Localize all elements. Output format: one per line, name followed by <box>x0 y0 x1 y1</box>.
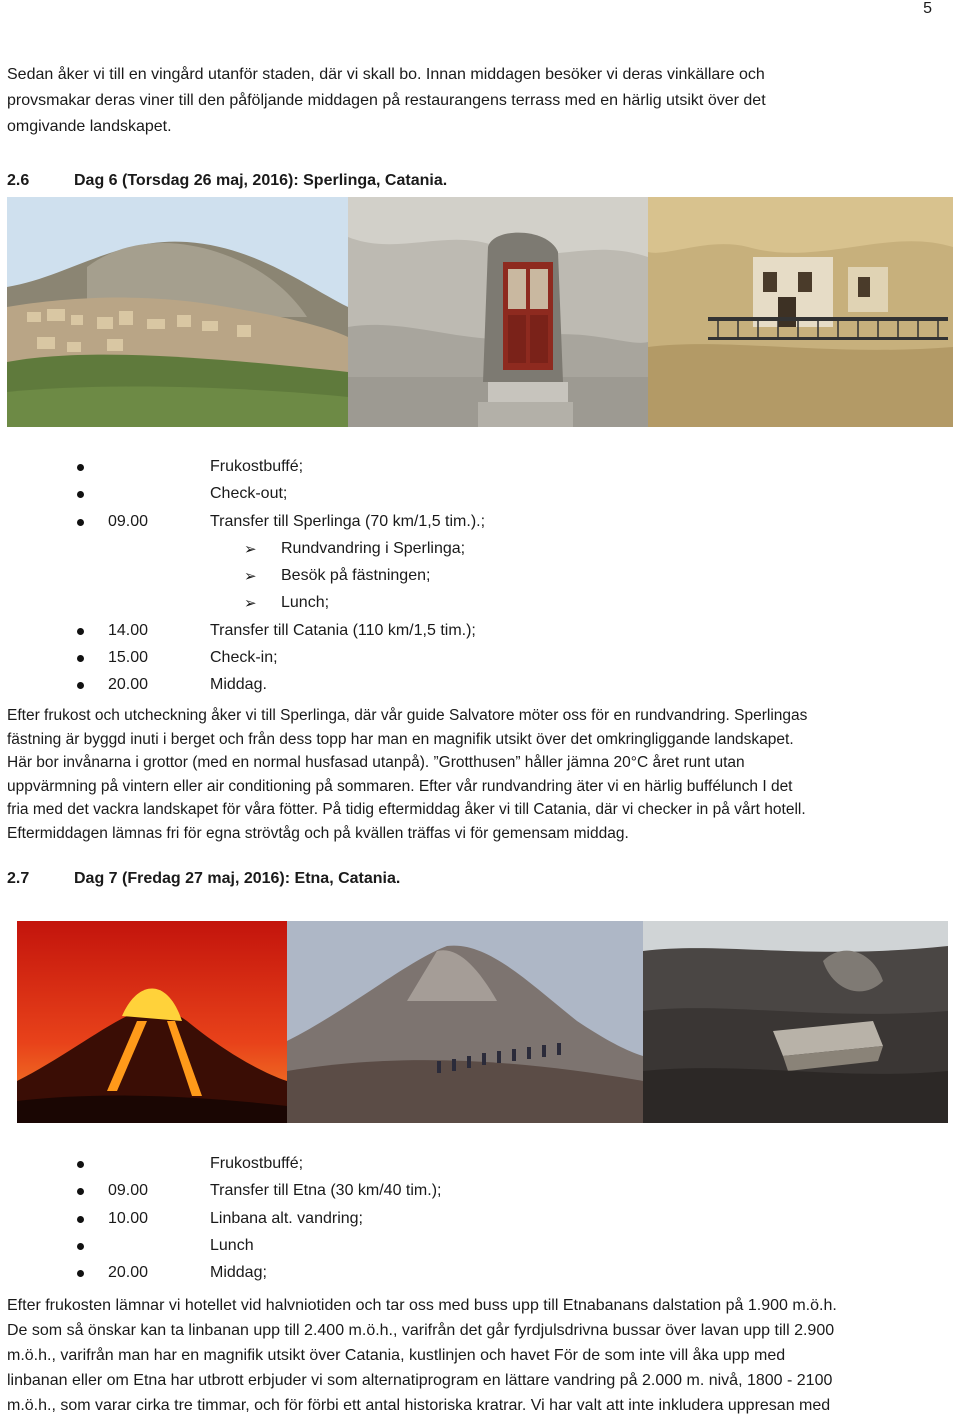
bullet-icon <box>77 1243 84 1250</box>
bullet-icon <box>77 655 84 662</box>
lava-field-photo <box>643 921 948 1123</box>
sub-item-text: Rundvandring i Sperlinga; <box>281 539 466 557</box>
text-line: Efter frukost och utcheckning åker vi till Sperlinga, där vår guide Salvatore möter oss för en rundvandring. Sperlingas <box>7 707 808 724</box>
bullet-icon <box>77 464 84 471</box>
schedule-text: Middag. <box>210 676 267 694</box>
schedule-text: Transfer till Catania (110 km/1,5 tim.); <box>210 621 476 639</box>
schedule-time: 09.00 <box>108 512 149 530</box>
bullet-icon <box>77 628 84 635</box>
arrow-bullet-icon: ➢ <box>244 595 257 613</box>
schedule-item <box>0 1182 960 1209</box>
page-number: 5 <box>923 0 932 17</box>
schedule-item <box>0 676 960 703</box>
sub-item-text: Lunch; <box>281 594 330 612</box>
day6-description <box>7 704 953 845</box>
day6-schedule <box>0 458 960 704</box>
schedule-time: 10.00 <box>108 1209 149 1227</box>
text-line: linbanan eller om Etna har utbrott erbjuder vi som alternatiprogram en lättare vandring på 2.000 m. nivå, 1800 - 2100 <box>7 1372 833 1389</box>
schedule-item <box>0 1210 960 1237</box>
schedule-item <box>0 1155 960 1182</box>
schedule-item <box>0 458 960 485</box>
text-line: Eftermiddagen lämnas fri för egna strövtåg och på kvällen träffas vi för gemensam middag. <box>7 824 629 842</box>
text-line: Sedan åker vi till en vingård utanför staden, där vi skall bo. Innan middagen besöker vi deras vinkällare och <box>7 66 765 83</box>
schedule-text: Frukostbuffé; <box>210 1155 304 1172</box>
sub-item <box>0 540 960 567</box>
bullet-icon <box>77 491 84 498</box>
day7-schedule <box>0 1155 960 1291</box>
arrow-bullet-icon: ➢ <box>244 540 257 558</box>
text-line: provsmakar deras viner till den påföljande middagen på restaurangens terrass med en härlig utsikt över det <box>7 92 766 109</box>
etna-eruption-photo <box>17 921 287 1123</box>
schedule-text: Check-in; <box>210 649 278 667</box>
bullet-icon <box>77 1188 84 1195</box>
schedule-text: Check-out; <box>210 485 288 503</box>
section-title: Dag 7 (Fredag 27 maj, 2016): Etna, Catania. <box>74 870 401 887</box>
schedule-item <box>0 513 960 540</box>
bullet-icon <box>77 1216 84 1223</box>
cave-houses-photo <box>648 197 953 427</box>
text-line: uppvärmning på vintern eller air conditioning på sommaren. Efter vår rundvandring äter vi en härlig buffélunch I det <box>7 777 793 795</box>
schedule-item <box>0 1264 960 1291</box>
schedule-text: Middag; <box>210 1264 267 1282</box>
day7-heading <box>7 870 400 888</box>
text-line: omgivande landskapet. <box>7 118 172 135</box>
section-number: 2.6 <box>7 172 30 189</box>
section-number: 2.7 <box>7 870 30 887</box>
text-line: Här bor invånarna i grottor (med en normal husfasad utanpå). ”Grotthusen” håller jämna 20°C året runt utan <box>7 754 745 771</box>
section-title: Dag 6 (Torsdag 26 maj, 2016): Sperlinga, Catania. <box>74 172 448 189</box>
arrow-bullet-icon: ➢ <box>244 568 257 586</box>
schedule-item <box>0 622 960 649</box>
schedule-text: Lunch <box>210 1236 254 1254</box>
text-line: Efter frukosten lämnar vi hotellet vid halvniotiden och tar oss med buss upp till Etnabanans dalstation på 1.900 m.ö.h. <box>7 1297 837 1314</box>
sub-item-text: Besök på fästningen; <box>281 567 431 585</box>
schedule-time: 20.00 <box>108 1264 149 1282</box>
text-line: De som så önskar kan ta linbanan upp till 2.400 m.ö.h., varifrån det går fyrdjulsdrivna bussar över lavan upp till 2.900 <box>7 1322 835 1339</box>
bullet-icon <box>77 519 84 526</box>
text-line: m.ö.h., varifrån man har en magnifik utsikt över Catania, kustlinjen och havet För de som inte vill åka upp med <box>7 1347 786 1364</box>
sub-item <box>0 567 960 594</box>
schedule-time: 14.00 <box>108 621 149 639</box>
schedule-item <box>0 1237 960 1264</box>
schedule-text: Frukostbuffé; <box>210 458 304 475</box>
bullet-icon <box>77 682 84 689</box>
sperlinga-town-photo <box>7 197 348 427</box>
bullet-icon <box>77 1270 84 1277</box>
schedule-time: 15.00 <box>108 649 149 667</box>
schedule-time: 20.00 <box>108 676 149 694</box>
bullet-icon <box>77 1161 84 1168</box>
schedule-text: Transfer till Sperlinga (70 km/1,5 tim.).; <box>210 512 486 530</box>
cave-door-photo <box>348 197 648 427</box>
text-line: fria med det vackra landskapet för våra fötter. På tidig eftermiddag åker vi till Catania, där vi checker in på vårt hotell. <box>7 801 806 818</box>
text-line: fästning är byggd inuti i berget och från dess topp har man en magnifik utsikt över det omkringliggande landskapet. <box>7 730 794 748</box>
sub-item <box>0 594 960 621</box>
day6-heading <box>7 172 447 190</box>
etna-hikers-photo <box>287 921 643 1123</box>
schedule-text: Linbana alt. vandring; <box>210 1209 363 1227</box>
intro-paragraph <box>7 62 953 140</box>
day7-description <box>7 1293 953 1418</box>
schedule-item <box>0 485 960 512</box>
schedule-text: Transfer till Etna (30 km/40 tim.); <box>210 1182 442 1200</box>
schedule-item <box>0 649 960 676</box>
text-line: m.ö.h., som varar cirka tre timmar, och för förbi ett antal historiska kratrar. Vi har valt att inte inkludera uppresan med <box>7 1397 831 1414</box>
schedule-time: 09.00 <box>108 1182 149 1200</box>
